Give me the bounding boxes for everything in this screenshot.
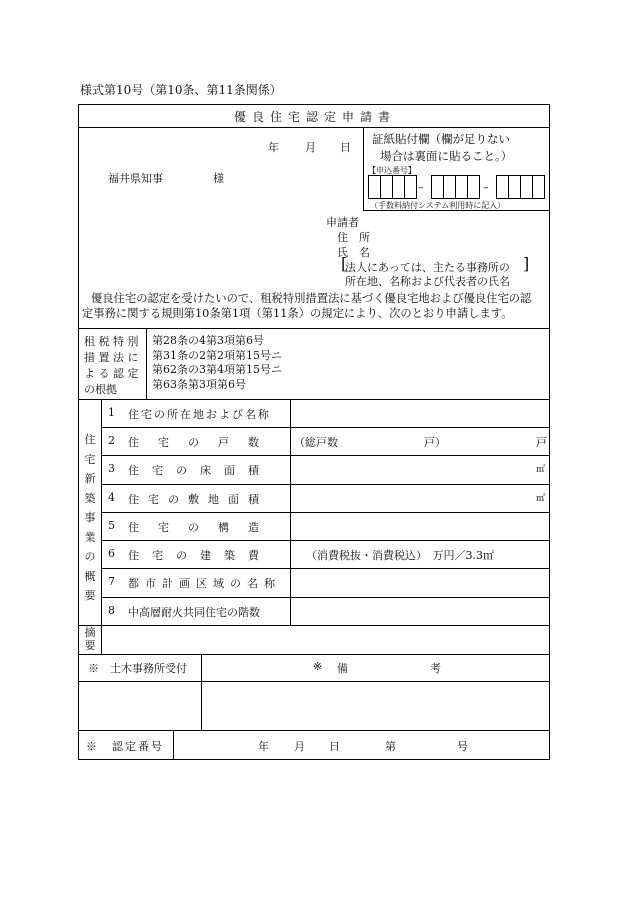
row-number: 3: [108, 462, 115, 475]
number-dash: –: [418, 181, 424, 194]
overview-vertical-label: 住宅新築事業の概要: [84, 433, 96, 602]
row-number: 4: [108, 491, 115, 504]
corp-note-line2: 所在地、名称および代表者の氏名: [345, 275, 510, 288]
number-box[interactable]: [532, 175, 545, 199]
remarks-label2: 考: [430, 662, 441, 675]
bracket-left: [: [341, 254, 348, 273]
remarks-label: 備: [337, 662, 348, 675]
statement-line2: 定事務に関する規則第10条第1項（第11条）の規定により、次のとおり申請します。: [82, 307, 513, 320]
row-unit: 戸: [536, 436, 547, 449]
basis-label: 租 税 特 別 措 置 法 に よ る 認 定 の根拠: [84, 335, 139, 396]
number-box[interactable]: [404, 175, 417, 199]
stamp-note: （手数料納付システム利用時に記入）: [370, 201, 506, 210]
applicant-name-label: 氏 名: [337, 246, 370, 259]
form-id: 様式第10号（第10条、第11条関係）: [80, 83, 282, 97]
corp-note-line1: 法人にあっては、主たる事務所の: [345, 261, 510, 274]
row-unit-mid: 戸）: [424, 436, 446, 449]
row-number: 5: [108, 519, 115, 532]
row-value: （総戸数: [294, 436, 338, 449]
certification-label: ※ 認定番号: [86, 740, 164, 753]
row-value: （消費税抜・消費税込） 万円／3.3㎡: [306, 549, 494, 562]
number-box[interactable]: [467, 175, 480, 199]
remarks-mark: ※: [313, 660, 323, 673]
date-day: 日: [340, 141, 351, 154]
cert-month: 月: [294, 740, 305, 753]
row-label: 住宅の所在地および名称: [128, 408, 271, 421]
stamp-title-line2: 場合は裏面に貼ること。）: [380, 149, 513, 163]
addressee-name: 福井県知事: [108, 172, 163, 185]
stamp-title-line1: 証紙貼付欄（欄が足りない: [372, 132, 510, 146]
cert-go: 号: [457, 740, 468, 753]
form-title: 優良住宅認定申請書: [233, 110, 396, 124]
row-unit: ㎡: [536, 494, 546, 504]
stamp-number-label: 【申込番号】: [368, 166, 416, 175]
row-label: 住宅の建築費: [128, 549, 272, 562]
row-number: 8: [108, 604, 115, 617]
date-year: 年: [268, 141, 279, 154]
row-number: 1: [108, 406, 115, 419]
bracket-right: ]: [523, 254, 530, 273]
row-label: 中高層耐火共同住宅の階数: [128, 606, 260, 619]
cert-dai: 第: [385, 740, 396, 753]
applicant-label: 申請者: [326, 216, 359, 229]
row-label: 住宅の床面積: [128, 464, 272, 477]
cert-year: 年: [258, 740, 269, 753]
row-label: 都市計画区域の名称: [128, 577, 281, 590]
row-number: 2: [108, 434, 115, 447]
date-month: 月: [305, 141, 316, 154]
statement-line1: 優良住宅の認定を受けたいので、租税特別措置法に基づく優良宅地および優良住宅の認: [91, 292, 532, 305]
row-number: 6: [108, 547, 115, 560]
office-receipt-label: ※ 土木事務所受付: [88, 662, 187, 675]
number-dash: –: [483, 181, 489, 194]
row-number: 7: [108, 575, 115, 588]
row-label: 住宅の敷地面積: [128, 493, 268, 506]
applicant-address-label: 住 所: [337, 231, 370, 244]
cert-day: 日: [329, 740, 340, 753]
basis-articles: 第28条の4第3項第6号 第31条の2第2項第15号ニ 第62条の3第4項第15号ニ 第63条第3項第6号: [152, 334, 282, 391]
row-label: 住宅の構造: [128, 521, 278, 534]
addressee-honorific: 様: [213, 172, 224, 185]
row-label: 住宅の戸数: [128, 436, 278, 449]
summary-label: 摘要: [84, 626, 96, 652]
row-unit: ㎡: [536, 465, 546, 475]
